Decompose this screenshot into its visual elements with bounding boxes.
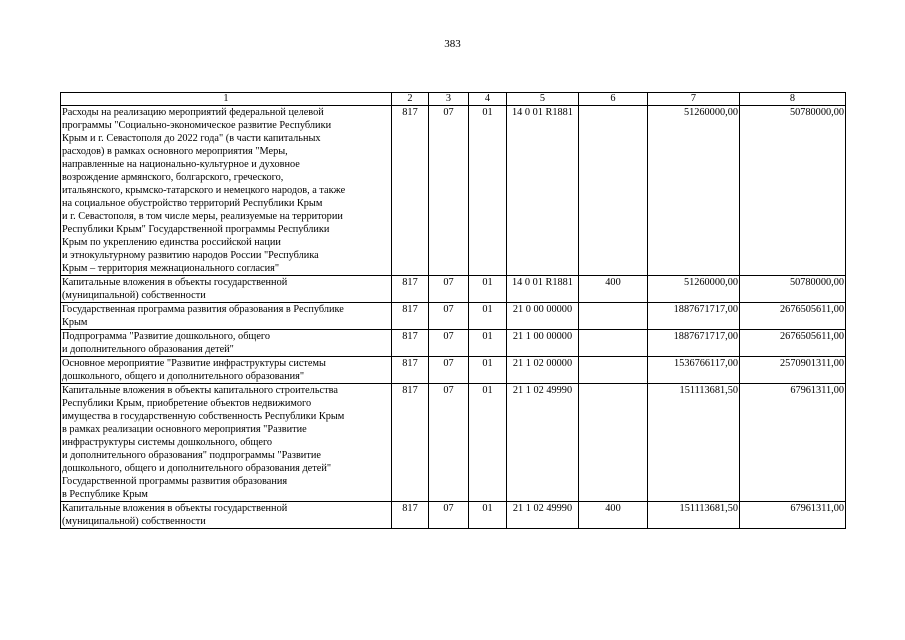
target-article-code: 21 1 00 00000 [507, 330, 579, 357]
ministry-code: 817 [392, 330, 429, 357]
row-description: Расходы на реализацию мероприятий федеральной целевой программы "Социально-экономическое развитие Республики Крым и г. Севастополя до 2022 года" (в части капитальных расходов) в рамках основного мероприятия "Меры, направленные на национально-культурное и духовное возрождение армянского, болгарского, греческого, итальянского, крымско-татарского и немецкого народов, а также на социальное обустройство территорий Республики Крым и г. Севастополя, в том числе меры, реализуемые на территории Республики Крым" Государственной программы Республики Крым по укреплению единства российской нации и этнокультурному развитию народов России "Республика Крым – территория межнационального согласия" [61, 106, 392, 276]
table-row [61, 357, 846, 384]
table-row [61, 303, 846, 330]
target-article-code: 21 1 02 00000 [507, 357, 579, 384]
amount-year-1: 1887671717,00 [648, 330, 740, 357]
column-header: 5 [507, 93, 579, 106]
amount-year-1: 1536766117,00 [648, 357, 740, 384]
section-code: 07 [429, 330, 469, 357]
ministry-code: 817 [392, 384, 429, 502]
amount-year-1: 51260000,00 [648, 276, 740, 303]
amount-year-2: 2570901311,00 [740, 357, 846, 384]
column-header: 6 [579, 93, 648, 106]
column-header: 8 [740, 93, 846, 106]
section-code: 07 [429, 276, 469, 303]
subsection-code: 01 [469, 502, 507, 529]
section-code: 07 [429, 384, 469, 502]
section-code: 07 [429, 502, 469, 529]
amount-year-2: 2676505611,00 [740, 303, 846, 330]
table-row [61, 106, 846, 276]
section-code: 07 [429, 106, 469, 276]
table-row [61, 502, 846, 529]
row-description: Основное мероприятие "Развитие инфраструктуры системы дошкольного, общего и дополнительного образования" [61, 357, 392, 384]
expense-type-code [579, 357, 648, 384]
column-header: 1 [61, 93, 392, 106]
amount-year-2: 2676505611,00 [740, 330, 846, 357]
budget-table [60, 92, 846, 529]
amount-year-2: 67961311,00 [740, 502, 846, 529]
page-number: 383 [444, 38, 461, 50]
column-header: 4 [469, 93, 507, 106]
subsection-code: 01 [469, 384, 507, 502]
amount-year-2: 50780000,00 [740, 276, 846, 303]
table-row [61, 276, 846, 303]
column-header: 2 [392, 93, 429, 106]
section-code: 07 [429, 303, 469, 330]
row-description: Государственная программа развития образования в Республике Крым [61, 303, 392, 330]
expense-type-code [579, 106, 648, 276]
subsection-code: 01 [469, 303, 507, 330]
ministry-code: 817 [392, 276, 429, 303]
expense-type-code [579, 330, 648, 357]
target-article-code: 14 0 01 R1881 [507, 106, 579, 276]
row-description: Подпрограмма "Развитие дошкольного, общего и дополнительного образования детей" [61, 330, 392, 357]
subsection-code: 01 [469, 106, 507, 276]
subsection-code: 01 [469, 276, 507, 303]
expense-type-code: 400 [579, 276, 648, 303]
target-article-code: 21 1 02 49990 [507, 502, 579, 529]
column-header: 3 [429, 93, 469, 106]
expense-type-code: 400 [579, 502, 648, 529]
amount-year-1: 1887671717,00 [648, 303, 740, 330]
column-header: 7 [648, 93, 740, 106]
row-description: Капитальные вложения в объекты капитального строительства Республики Крым, приобретение объектов недвижимого имущества в государственную собственность Республики Крым в рамках реализации основного мероприятия "Развитие инфраструктуры системы дошкольного, общего и дополнительного образования" подпрограммы "Развитие дошкольного, общего и дополнительного образования детей" Государственной программы развития образования в Республике Крым [61, 384, 392, 502]
ministry-code: 817 [392, 106, 429, 276]
target-article-code: 14 0 01 R1881 [507, 276, 579, 303]
subsection-code: 01 [469, 357, 507, 384]
amount-year-2: 50780000,00 [740, 106, 846, 276]
amount-year-1: 151113681,50 [648, 384, 740, 502]
table-row [61, 384, 846, 502]
subsection-code: 01 [469, 330, 507, 357]
expense-type-code [579, 303, 648, 330]
ministry-code: 817 [392, 502, 429, 529]
ministry-code: 817 [392, 303, 429, 330]
section-code: 07 [429, 357, 469, 384]
row-description: Капитальные вложения в объекты государственной (муниципальной) собственности [61, 276, 392, 303]
amount-year-2: 67961311,00 [740, 384, 846, 502]
expense-type-code [579, 384, 648, 502]
table-row [61, 330, 846, 357]
amount-year-1: 51260000,00 [648, 106, 740, 276]
target-article-code: 21 1 02 49990 [507, 384, 579, 502]
target-article-code: 21 0 00 00000 [507, 303, 579, 330]
amount-year-1: 151113681,50 [648, 502, 740, 529]
ministry-code: 817 [392, 357, 429, 384]
row-description: Капитальные вложения в объекты государственной (муниципальной) собственности [61, 502, 392, 529]
header-row [61, 93, 846, 106]
